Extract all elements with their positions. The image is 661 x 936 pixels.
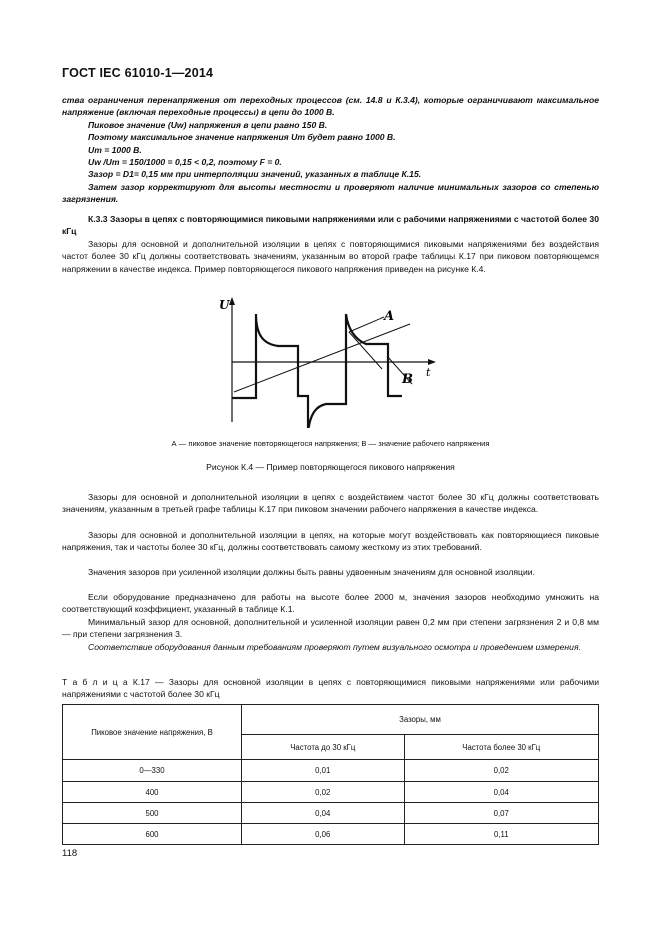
intro-max-value: Поэтому максимальное значение напряжения Um будет равно 1000 В. bbox=[88, 132, 396, 142]
intro-gap: Зазор = D1= 0,15 мм при интерполяции значений, указанных в таблице К.15. bbox=[88, 169, 422, 179]
intro-ratio: Uw /Um = 150/1000 = 0,15 < 0,2, поэтому F = 0. bbox=[88, 157, 282, 167]
waveform-figure bbox=[212, 296, 452, 428]
section-heading: К.3.3 Зазоры в цепях с повторяющимися пиковыми напряжениями или с рабочими напряжениями с частотой более 30 кГц bbox=[62, 214, 599, 237]
waveform bbox=[232, 314, 402, 428]
body-para-5: Минимальный зазор для основной, дополнительной и усиленной изоляции равен 0,2 мм при степени загрязнения 2 и 0,8 мм — при степени загрязнения 3. bbox=[62, 617, 599, 640]
table-row bbox=[63, 803, 599, 824]
cell-peak: 500 bbox=[63, 803, 242, 824]
table-title: Т а б л и ц а К.17 — Зазоры для основной изоляции в цепях с повторяющимися пиковыми напряжениями или рабочими напряжениями с частотой более 30 кГц bbox=[62, 677, 599, 700]
section-paragraph: Зазоры для основной и дополнительной изоляции в цепях с повторяющимися пиковыми напряжениями без воздействия частот более 30 кГц должны соответствовать значениям, указанным во второй графе таблицы К.17 при пиковом повторяющемся напряжении в качестве индекса. Пример повторяющегося пикового напряжения приведен на рисунке К.4. bbox=[62, 239, 599, 274]
header-freq-high: Частота более 30 кГц bbox=[404, 735, 598, 760]
body-para-3: Значения зазоров при усиленной изоляции должны быть равны удвоенным значениям для основной изоляции. bbox=[88, 567, 535, 577]
header-clearances: Зазоры, мм bbox=[242, 705, 599, 735]
cell-low: 0,06 bbox=[242, 824, 405, 845]
pointer-a-2 bbox=[349, 332, 382, 369]
clearance-table bbox=[62, 704, 599, 845]
body-para-2: Зазоры для основной и дополнительной изоляции в цепях, на которые могут воздействовать как повторяющиеся пиковые напряжения, так и частоты более 30 кГц, должны соответствовать самому жесткому из этих требований. bbox=[62, 530, 599, 553]
cell-peak: 400 bbox=[63, 782, 242, 803]
table-row bbox=[63, 760, 599, 782]
table-row bbox=[63, 824, 599, 845]
intro-peak-value: Пиковое значение (Uw) напряжения в цепи равно 150 В. bbox=[88, 120, 328, 130]
page-header: ГОСТ IEC 61010-1—2014 bbox=[62, 66, 214, 80]
label-a: A bbox=[384, 309, 395, 324]
page-number: 118 bbox=[62, 848, 78, 859]
compliance-text: Соответствие оборудования данным требованиям проверяют путем визуального осмотра и проведением измерения. bbox=[88, 642, 581, 652]
cell-high: 0,02 bbox=[404, 760, 598, 782]
x-axis-arrow bbox=[428, 359, 436, 365]
label-b: B bbox=[402, 372, 413, 387]
cell-high: 0,11 bbox=[404, 824, 598, 845]
intro-um: Um = 1000 В. bbox=[88, 145, 142, 155]
cell-low: 0,04 bbox=[242, 803, 405, 824]
body-para-4: Если оборудование предназначено для работы на высоте более 2000 м, значения зазоров необходимо умножить на соответствующий коэффициент, указанный в таблице К.1. bbox=[62, 592, 599, 615]
intro-correction: Затем зазор корректируют для высоты местности и проверяют наличие минимальных зазоров со степенью загрязнения. bbox=[62, 182, 599, 205]
figure-legend: А — пиковое значение повторяющегося напряжения; В — значение рабочего напряжения bbox=[171, 439, 490, 448]
table-row bbox=[63, 782, 599, 803]
cell-low: 0,02 bbox=[242, 782, 405, 803]
cell-low: 0,01 bbox=[242, 760, 405, 782]
header-freq-low: Частота до 30 кГц bbox=[242, 735, 405, 760]
header-peak-voltage: Пиковое значение напряжения, В bbox=[63, 705, 242, 760]
y-axis-label: U bbox=[219, 298, 230, 312]
cell-peak: 0—330 bbox=[63, 760, 242, 782]
cell-high: 0,07 bbox=[404, 803, 598, 824]
y-axis-arrow bbox=[229, 297, 235, 305]
cell-high: 0,04 bbox=[404, 782, 598, 803]
cell-peak: 600 bbox=[63, 824, 242, 845]
pointer-a-1 bbox=[349, 317, 384, 332]
body-para-1: Зазоры для основной и дополнительной изоляции в цепях с воздействием частот более 30 кГц должны соответствовать значениям, указанным в третьей графе таблицы К.17 при пиковом значении рабочего напряжения в качестве индекса. bbox=[62, 492, 599, 515]
intro-continuation: ства ограничения перенапряжения от переходных процессов (см. 14.8 и К.3.4), которые ограничивают максимальное напряжение (включая переходные процессы) в цепи до 1000 В. bbox=[62, 95, 599, 118]
figure-caption: Рисунок К.4 — Пример повторяющегося пикового напряжения bbox=[206, 462, 455, 472]
x-axis-label: t bbox=[426, 366, 431, 379]
